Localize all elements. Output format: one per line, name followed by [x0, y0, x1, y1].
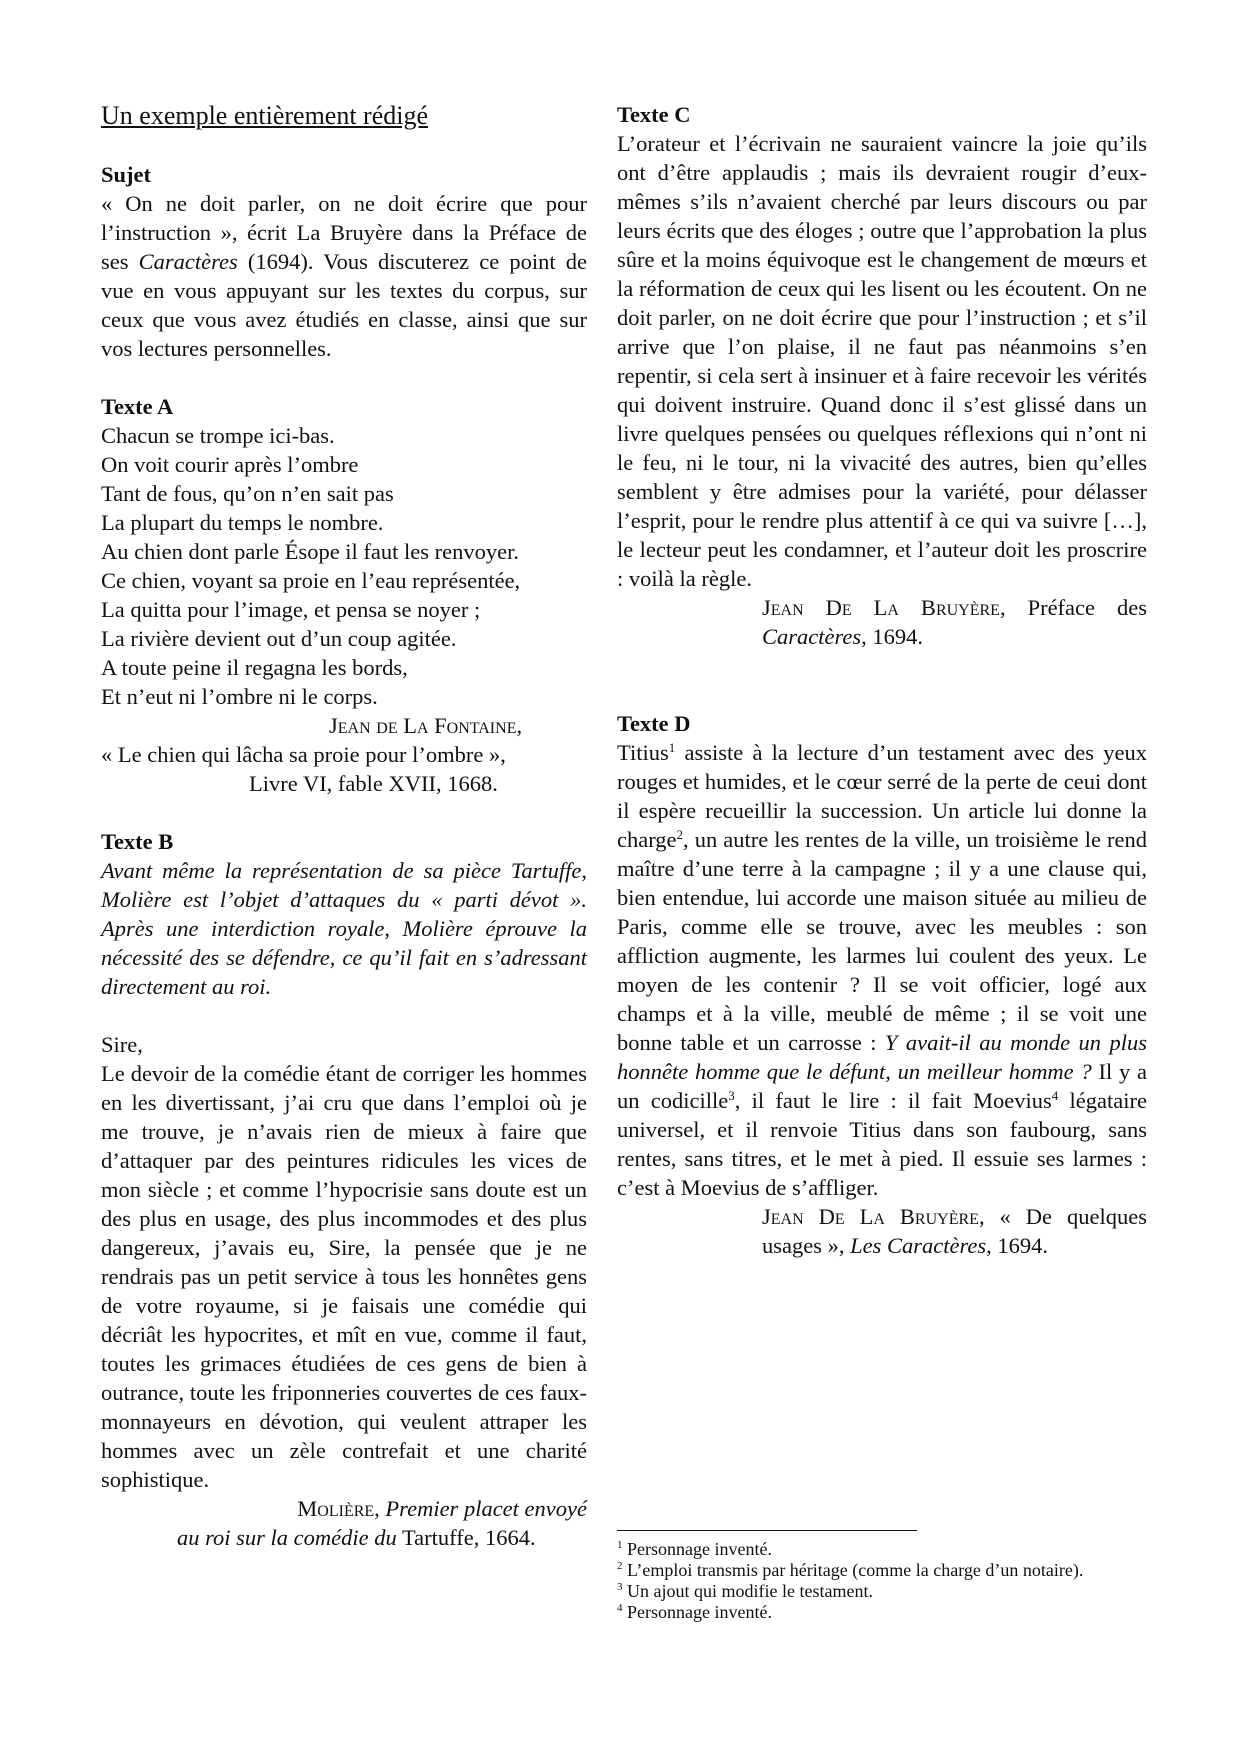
work-reference: Livre VI, fable XVII, 1668. — [249, 771, 498, 796]
verse-line: A toute peine il regagna les bords, — [101, 655, 408, 680]
footnote-ref[interactable]: 4 — [1051, 1088, 1059, 1103]
footnote-item — [617, 1581, 1127, 1602]
body-text: légataire universel, et il renvoie Titius dans son faubourg, sans rentes, sans titres, et le met à pied. Il essuie ses larmes : c’est à Moevius de s’affliger. — [617, 1088, 1147, 1200]
footnote-item — [617, 1539, 1127, 1560]
verse-line: La plupart du temps le nombre. — [101, 510, 384, 535]
sujet-heading: Sujet — [101, 162, 151, 187]
verse-line: La quitta pour l’image, et pensa se noyer ; — [101, 597, 481, 622]
author-name: Jean De La Bruyère — [762, 595, 1000, 620]
texte-a-attribution — [101, 711, 587, 798]
footnote-item — [617, 1560, 1127, 1581]
footnote-ref[interactable]: 2 — [676, 827, 684, 842]
texte-b-attribution: Molière, Premier placet envoyé au roi sur la comédie du Tartuffe, 1664. — [177, 1496, 587, 1550]
author-suffix: , — [516, 713, 523, 738]
texte-d-attribution — [617, 1202, 1147, 1260]
footnote-text: L’emploi transmis par héritage (comme la charge d’un notaire). — [622, 1560, 1084, 1580]
body-text: Titius — [617, 740, 669, 765]
body-text-italic: Y avait-il au monde un plus honnête homme que le défunt, un meilleur homme ? — [617, 1030, 1147, 1084]
attribution-text: , 1694. — [986, 1233, 1049, 1258]
texte-c-section — [617, 100, 1147, 651]
sujet-text-part: « On ne doit parler, on ne doit écrire que pour l’instruction », écrit La Bruyère dans la Préface de ses — [101, 191, 587, 274]
right-column — [617, 100, 1147, 1260]
footnote-text: Personnage inventé. — [622, 1602, 772, 1622]
body-text: , il faut le lire : il fait Moevius — [734, 1088, 1052, 1113]
footnote-number: 2 — [617, 1560, 623, 1572]
verse-line: Tant de fous, qu’on n’en sait pas — [101, 481, 394, 506]
body-text: , un autre les rentes de la ville, un troisième le rend maître d’une terre à la campagne ; il y a une clause qui, bien entendue, lui accorde une maison située au milieu de Paris, comme elle se trouve, avec les meubles : son affliction augmente, les larmes lui coulent des yeux. Le moyen de les contenir ? Il se voit officier, logé aux champs et à la ville, meublé de même ; il se voit une bonne table et un carrosse : — [617, 827, 1147, 1055]
verse-line: Ce chien, voyant sa proie en l’eau représentée, — [101, 568, 521, 593]
author-name: Molière — [297, 1496, 375, 1521]
sujet-text — [101, 189, 587, 363]
verse-line: Au chien dont parle Ésope il faut les renvoyer. — [101, 539, 519, 564]
texte-a-section — [101, 392, 587, 798]
verse-line: On voit courir après l’ombre — [101, 452, 359, 477]
footnote-ref[interactable]: 3 — [728, 1088, 735, 1103]
footnote-item — [617, 1602, 1127, 1623]
work-title-italic: Premier placet envoyé — [385, 1496, 587, 1521]
work-title: « Le chien qui lâcha sa proie pour l’ombre », — [101, 742, 506, 767]
footnote-number: 4 — [617, 1602, 623, 1614]
texte-c-body: L’orateur et l’écrivain ne sauraient vaincre la joie qu’ils ont d’être applaudis ; mais ils devraient rougir d’eux-mêmes s’ils n’avaient cherché par leurs discours ou par leurs écrits que des éloges ; outre que l’approbation la plus sûre et la moins équivoque est le changement de mœurs et la réformation de ceux qui les lisent ou les écoutent. On ne doit parler, on ne doit écrire que pour l’instruction ; et s’il arrive que l’on plaise, il ne faut pas néanmoins s’en repentir, si cela sert à insinuer et à faire recevoir les vérités qui doivent instruire. Quand donc il s’est glissé dans un livre quelques pensées ou quelques réflexions qui n’ont ni le feu, ni le tour, ni la vivacité des autres, bien qu’elles semblent y être admises pour la variété, pour délasser l’esprit, pour le rendre plus attentif à ce qui va suivre […], le lecteur peut les condamner, et l’auteur doit les proscrire : voilà la règle. — [617, 131, 1147, 591]
texte-c-heading: Texte C — [617, 102, 691, 127]
body-text: Il y a un codicille — [617, 1059, 1148, 1113]
footnotes — [617, 1530, 1127, 1623]
footnote-number: 3 — [617, 1581, 623, 1593]
work-reference: Tartuffe, 1664. — [396, 1525, 536, 1550]
sujet-text-part: (1694). Vous discuterez ce point de vue en vous appuyant sur les textes du corpus, sur ceux que vous avez étudiés en classe, ainsi que sur vos lectures personnelles. — [101, 249, 587, 361]
body-text: assiste à la lecture d’un testament avec des yeux rouges et humides, et le cœur serré de la perte de ceui dont il espère recueillir la succession. Un article lui donne la charge — [617, 740, 1147, 852]
work-title-italic: au roi sur la comédie du — [177, 1525, 397, 1550]
texte-b-section — [101, 827, 587, 1552]
texte-d-section — [617, 709, 1147, 1260]
sujet-section — [101, 160, 587, 363]
texte-b-salutation: Sire, — [101, 1032, 143, 1057]
texte-d-heading: Texte D — [617, 711, 691, 736]
work-title-italic: Les Caractères — [850, 1233, 987, 1258]
footnote-text: Un ajout qui modifie le testament. — [622, 1581, 873, 1601]
document-title: Un exemple entièrement rédigé — [101, 101, 429, 130]
texte-a-heading: Texte A — [101, 394, 174, 419]
texte-b-body: Le devoir de la comédie étant de corriger les hommes en les divertissant, j’ai cru que dans l’emploi où je me trouve, je n’avais rien de mieux à faire que d’attaquer par des peintures ridicules les vices de mon siècle ; et comme l’hypocrisie sans doute est un des plus en usage, des plus incommodes et des plus dangereux, j’avais eu, Sire, la pensée que je ne rendrais pas un petit service à tous les honnêtes gens de votre royaume, si je faisais une comédie qui décriât les hypocrites, et mît en vue, comme il faut, toutes les grimaces étudiées de ces gens de bien à outrance, toute les friponneries couvertes de ces faux-monnayeurs en dévotion, qui veulent attraper les hommes avec un zèle contrefait et une charité sophistique. — [101, 1061, 587, 1492]
sujet-text-italic: Caractères — [138, 249, 238, 274]
footnote-ref[interactable]: 1 — [668, 740, 676, 755]
attribution-text: , « De quelques usages », — [762, 1204, 1147, 1258]
texte-c-attribution — [617, 593, 1147, 651]
texte-a-poem — [101, 421, 587, 711]
verse-line: Et n’eut ni l’ombre ni le corps. — [101, 684, 378, 709]
attribution-text: , 1694. — [861, 624, 924, 649]
author-name: Jean de La Fontaine — [329, 713, 517, 738]
footnote-text: Personnage inventé. — [622, 1539, 772, 1559]
verse-line: La rivière devient out d’un coup agitée. — [101, 626, 457, 651]
footnote-separator — [617, 1530, 917, 1531]
left-column — [101, 100, 587, 1552]
texte-b-heading: Texte B — [101, 829, 174, 854]
texte-b-intro: Avant même la représentation de sa pièce Tartuffe, Molière est l’objet d’attaques du « parti dévot ». Après une interdiction royale, Molière éprouve la nécessité des se défendre, ce qu’il fait en s’adressant directement au roi. — [101, 858, 587, 999]
work-title-italic: Caractères — [762, 624, 862, 649]
attribution-text: , Préface des — [999, 595, 1147, 620]
verse-line: Chacun se trompe ici-bas. — [101, 423, 335, 448]
footnote-number: 1 — [617, 1539, 623, 1551]
texte-d-body — [617, 738, 1147, 1202]
author-name: Jean De La Bruyère — [762, 1204, 979, 1229]
